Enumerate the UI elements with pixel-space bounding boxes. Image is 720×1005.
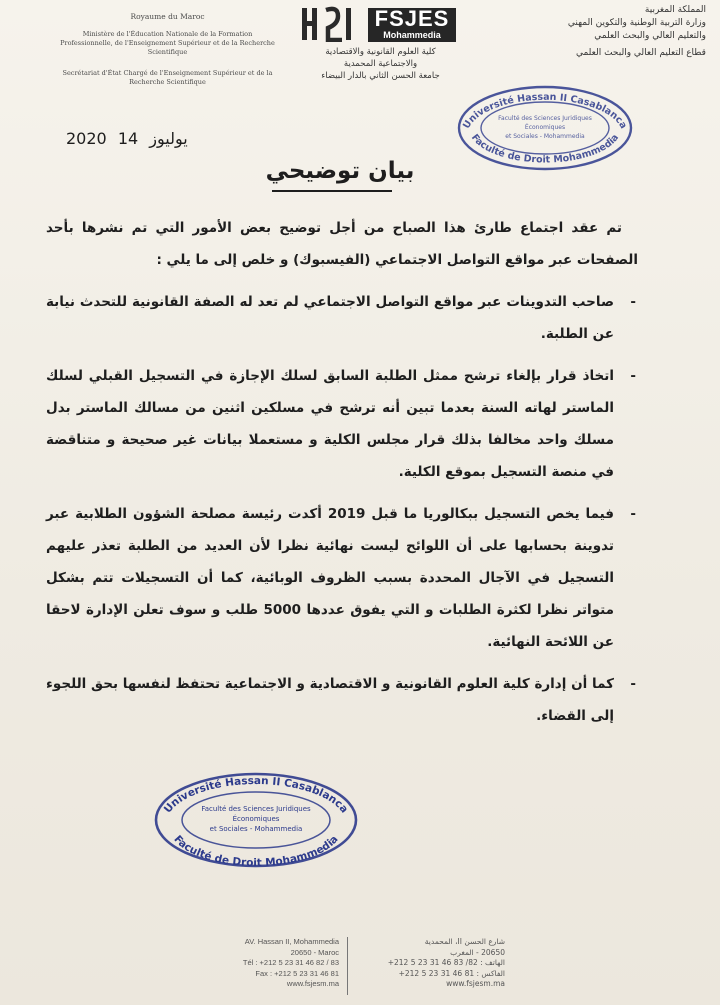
list-item — [46, 286, 638, 350]
date-month: يوليوز — [149, 129, 188, 148]
stamp-top-inner-1: Faculté des Sciences Juridiques — [498, 115, 592, 122]
footer-web-fr: www.fsjesm.ma — [286, 979, 339, 988]
list-dash: - — [630, 368, 636, 384]
stamp-top-inner-3: et Sociales - Mohammedia — [505, 133, 585, 140]
footer-fax-fr: Fax : +212 5 23 31 46 81 — [255, 968, 339, 978]
footer-divider — [347, 937, 348, 995]
list-item — [46, 360, 638, 488]
logo-title: FSJES — [374, 6, 450, 31]
list-item-text: فيما يخص التسجيل ببكالوريا ما قبل 2019 أكدت رئيسة مصلحة الشؤون الطلابية عبر تدوينة بحسابها على أن اللوائح ليست نهائية نظرا لأن العديد من الطلبة تعذر عليهم التسجيل في الآجال المحددة بسبب الظروف الوبائية، كما أن التسجيلات تتم بشكل متواتر نظرا لكثرة الطلبات و التي يفوق عددها 5000 طلب و سوف تعلن الإدارة لاحقا عن اللائحة النهائية. — [46, 506, 614, 650]
stamp-bottom-arc-top: Université Hassan II Casablanca — [161, 774, 351, 816]
faculty-stamp-top — [454, 82, 636, 172]
date-day: 14 — [117, 129, 139, 148]
footer-tel-ar: الهاتف : 82/ 83 46 31 23 5 212+ — [387, 958, 505, 967]
title-underline — [272, 190, 392, 192]
stamp-bottom-arc-bottom: Faculté de Droit Mohammedia — [171, 833, 341, 870]
logo-arabic-name — [298, 46, 463, 82]
document-body — [46, 212, 638, 742]
footer-city-ar: 20650 - المغرب — [450, 947, 505, 957]
list-dash: - — [630, 676, 636, 692]
stamp-top-inner-2: Économiques — [524, 124, 566, 131]
logo-arabic-line2: والاجتماعية المحمدية — [343, 59, 418, 69]
footer-web-ar: www.fsjesm.ma — [446, 979, 505, 988]
document-footer — [215, 937, 505, 997]
intro-paragraph: تم عقد اجتماع طارئ هذا الصباح من أجل توضيح بعض الأمور التي تم نشرها بأحد الصفحات عبر مواقع التواصل الاجتماعي (الفيسبوك) و خلص إلى ما يلي : — [46, 220, 638, 268]
logo-arabic-line1: كلية العلوم القانونية والاقتصادية — [325, 47, 436, 57]
faculty-mark-icon — [298, 6, 358, 42]
footer-city-fr: 20650 - Maroc — [290, 947, 339, 957]
footer-address-ar: شارع الحسن II، المحمدية — [424, 937, 505, 946]
header-right-arabic — [496, 4, 706, 60]
stamp-bottom-inner-2: Économiques — [232, 815, 280, 823]
list-dash: - — [630, 506, 636, 522]
header-left-french — [60, 12, 275, 99]
stamp-top-arc-bottom: Faculté de Droit Mohammedia — [468, 132, 622, 166]
logo-arabic-line3: جامعة الحسن الثاني بالدار البيضاء — [321, 71, 440, 81]
list-item — [46, 668, 638, 732]
list-item-text: كما أن إدارة كلية العلوم القانونية و الاقتصادية و الاجتماعية تحتفظ لنفسها بحق اللجوء إلى القضاء. — [46, 676, 614, 724]
footer-french — [215, 937, 339, 990]
svg-text:Faculté de Droit Mohammedia — [171, 833, 340, 869]
stamp-top-arc-top: Université Hassan II Casablanca — [461, 91, 629, 131]
list-item-text: صاحب التدوينات عبر مواقع التواصل الاجتماعي لم تعد له الصفة القانونية للتحدث نيابة عن الطلبة. — [46, 294, 614, 342]
list-item-text: اتخاذ قرار بإلغاء ترشح ممثل الطلبة السابق لسلك الإجازة في التسجيل القبلي لسلك الماستر لهاته السنة بعدما تبين أنه ترشح في مسلكين اثنين من مسالك الماستر بدل مسلك واحد مخالفا بذلك قرار مجلس الكلية و مستعملا بيانات غير صحيحة و متناقضة في منصة التسجيل بموقع الكلية. — [46, 368, 614, 480]
statement-list — [46, 286, 638, 732]
fsjes-wordmark — [368, 8, 456, 42]
ministry-arabic-1: وزارة التربية الوطنية والتكوين المهني — [567, 18, 706, 28]
fsjes-logo — [298, 6, 463, 86]
date-year: 2020 — [66, 129, 107, 148]
kingdom-arabic: المملكة المغربية — [644, 5, 706, 15]
secretariat-label: Secrétariat d'État Chargé de l'Enseignement Supérieur et de la Recherche Scientifique — [62, 69, 273, 86]
footer-arabic — [355, 937, 505, 990]
ministry-arabic-2: والتعليم العالي والبحث العلمي — [594, 31, 706, 41]
ministry-label: Ministère de l'Éducation Nationale de la Formation Professionnelle, de l'Enseignement Supérieur et de la Recherche Scientifique — [60, 30, 275, 56]
stamp-bottom-inner-3: et Sociales - Mohammedia — [209, 825, 303, 833]
stamp-bottom-inner-1: Faculté des Sciences Juridiques — [201, 805, 311, 813]
document-title: بيان توضيحي — [265, 158, 415, 184]
list-item — [46, 498, 638, 658]
logo-subtitle: Mohammedia — [383, 30, 441, 40]
sector-arabic: قطاع التعليم العالي والبحث العلمي — [575, 48, 706, 58]
footer-address-fr: AV. Hassan II, Mohammedia — [244, 937, 339, 946]
faculty-stamp-bottom — [152, 770, 360, 870]
list-dash: - — [630, 294, 636, 310]
kingdom-label: Royaume du Maroc — [130, 12, 205, 21]
document-date — [66, 129, 194, 148]
footer-fax-ar: الفاكس : 81 46 31 23 5 212+ — [398, 968, 505, 978]
footer-tel-fr: Tél : +212 5 23 31 46 82 / 83 — [242, 958, 339, 967]
